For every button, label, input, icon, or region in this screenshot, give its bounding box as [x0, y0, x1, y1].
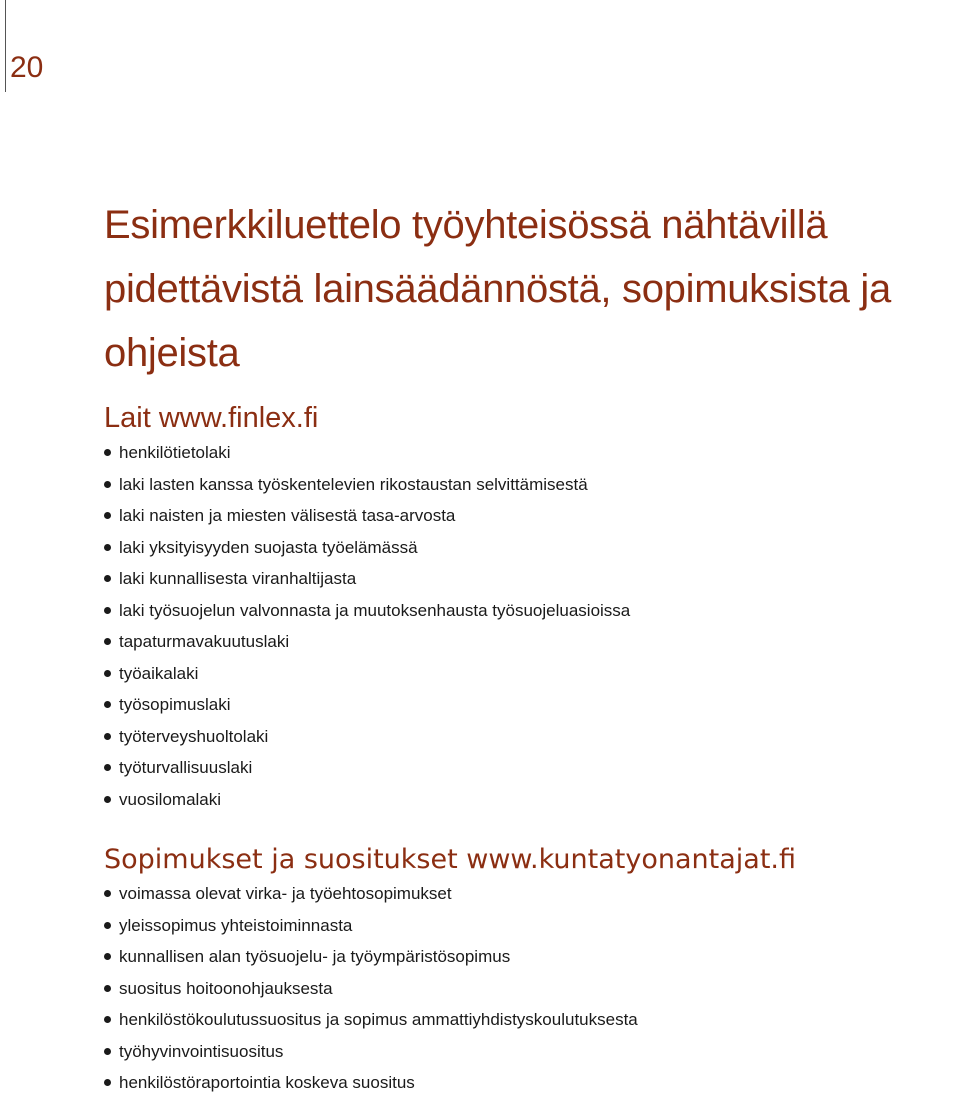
list-item [104, 469, 630, 501]
list-item [104, 595, 630, 627]
list-item [104, 941, 638, 973]
bullet-icon [104, 449, 111, 456]
bullet-icon [104, 1079, 111, 1086]
bullet-icon [104, 890, 111, 897]
bullet-icon [104, 701, 111, 708]
list-item [104, 910, 638, 942]
bullet-icon [104, 733, 111, 740]
list-item-text: työsopimuslaki [119, 695, 231, 714]
list-item [104, 689, 630, 721]
bullet-icon [104, 481, 111, 488]
list-item [104, 878, 638, 910]
list-item-text: laki työsuojelun valvonnasta ja muutoksenhausta työsuojeluasioissa [119, 600, 631, 620]
list-item-text: kunnallisen alan työsuojelu- ja työympäristösopimus [119, 947, 511, 966]
bullet-icon [104, 670, 111, 677]
bullet-icon [104, 985, 111, 992]
list-item-text: laki kunnallisesta viranhaltijasta [119, 569, 357, 588]
list-item [104, 784, 630, 816]
list-item [104, 1036, 638, 1068]
list-item-text: henkilöstökoulutussuositus ja sopimus ammattiyhdistyskoulutuksesta [119, 1010, 638, 1029]
list-item-text: laki naisten ja miesten välisestä tasa-arvosta [119, 506, 456, 525]
laws-list [104, 437, 630, 815]
list-item-text: henkilöstöraportointia koskeva suositus [119, 1073, 415, 1092]
agreements-heading: Sopimukset ja suositukset www.kuntatyonantajat.fi [104, 844, 796, 875]
bullet-icon [104, 953, 111, 960]
list-item [104, 500, 630, 532]
list-item [104, 626, 630, 658]
bullet-icon [104, 764, 111, 771]
bullet-icon [104, 575, 111, 582]
list-item-text: laki lasten kanssa työskentelevien rikostaustan selvittämisestä [119, 474, 588, 494]
margin-rule [5, 0, 6, 92]
list-item [104, 721, 630, 753]
laws-heading: Lait www.finlex.fi [104, 402, 319, 434]
list-item-text: laki yksityisyyden suojasta työelämässä [119, 537, 418, 557]
list-item-text: työaikalaki [119, 663, 199, 683]
bullet-icon [104, 638, 111, 645]
bullet-icon [104, 1016, 111, 1023]
bullet-icon [104, 607, 111, 614]
list-item-text: voimassa olevat virka- ja työehtosopimukset [119, 884, 452, 903]
page-title: Esimerkkiluettelo työyhteisössä nähtävillä pidettävistä lainsäädännöstä, sopimuksista ja ohjeista [104, 203, 891, 375]
list-item-text: vuosilomalaki [119, 789, 222, 809]
list-item-text: suositus hoitoonohjauksesta [119, 978, 333, 998]
list-item [104, 563, 630, 595]
agreements-list [104, 878, 638, 1099]
list-item [104, 973, 638, 1005]
list-item-text: työturvallisuuslaki [119, 758, 253, 777]
list-item-text: yleissopimus yhteistoiminnasta [119, 915, 353, 935]
list-item [104, 532, 630, 564]
list-item [104, 752, 630, 784]
bullet-icon [104, 922, 111, 929]
list-item-text: työterveyshuoltolaki [119, 726, 269, 746]
list-item [104, 437, 630, 469]
list-item [104, 1004, 638, 1036]
list-item-text: tapaturmavakuutuslaki [119, 632, 290, 651]
page-number: 20 [10, 51, 44, 84]
bullet-icon [104, 512, 111, 519]
list-item [104, 658, 630, 690]
bullet-icon [104, 544, 111, 551]
list-item-text: työhyvinvointisuositus [119, 1041, 284, 1061]
bullet-icon [104, 1048, 111, 1055]
list-item-text: henkilötietolaki [119, 443, 231, 462]
list-item [104, 1067, 638, 1099]
bullet-icon [104, 796, 111, 803]
